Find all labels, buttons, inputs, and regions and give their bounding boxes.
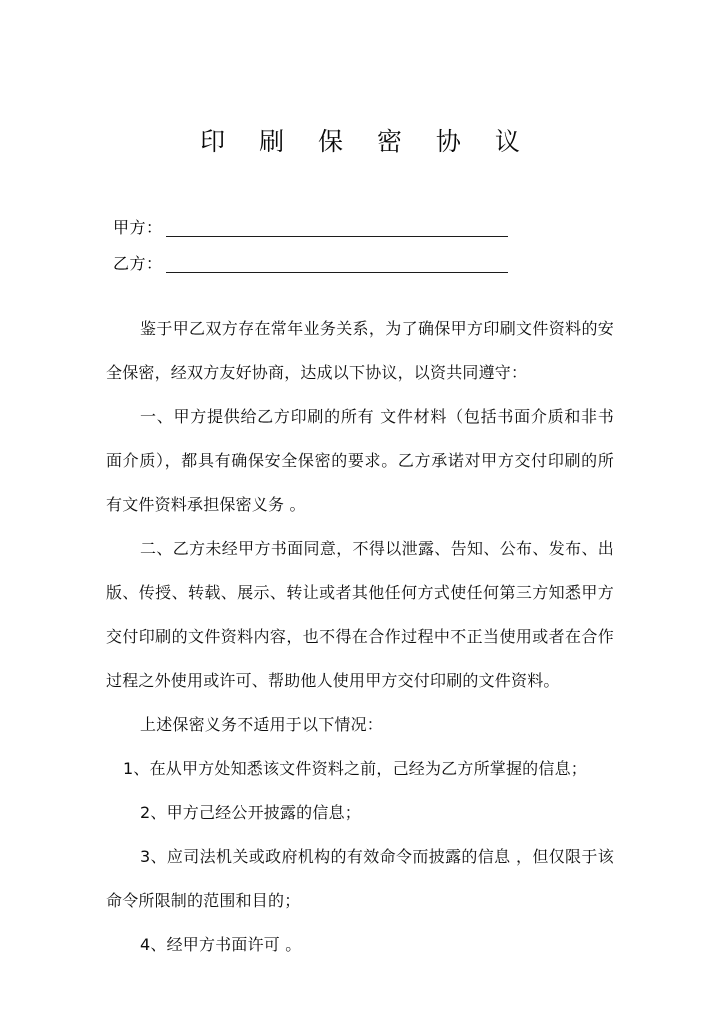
paragraph-exception-1: 1、在从甲方处知悉该文件资料之前，己经为乙方所掌握的信息； <box>123 759 587 778</box>
party-input-jiafang[interactable] <box>166 235 508 237</box>
party-label-yifang: 乙方： <box>113 254 163 273</box>
party-input-yifang[interactable] <box>166 271 508 273</box>
paragraph-exception-2: 2、甲方己经公开披露的信息； <box>140 803 361 822</box>
party-row-yifang <box>113 242 533 278</box>
paragraph-exception-4: 4、经甲方书面许可 。 <box>140 935 302 954</box>
page-title: 印 刷 保 密 协 议 <box>200 127 533 156</box>
party-fields <box>113 206 533 278</box>
paragraph-preamble: 鉴于甲乙双方存在常年业务关系，为了确保甲方印刷文件资料的安全保密，经双方友好协商，达成以下协议，以资共同遵守： <box>106 319 614 382</box>
party-row-jiafang <box>113 206 533 242</box>
paragraph-exceptions-heading: 上述保密义务不适用于以下情况： <box>140 715 384 734</box>
paragraph-exception-3: 3、应司法机关或政府机构的有效命令而披露的信息 ，但仅限于该命令所限制的范围和目的； <box>106 847 614 910</box>
party-label-jiafang: 甲方： <box>113 218 163 237</box>
paragraph-clause-1: 一、甲方提供给乙方印刷的所有 文件材料（包括书面介质和非书面介质），都具有确保安全保密的要求。乙方承诺对甲方交付印刷的所有文件资料承担保密义务 。 <box>106 407 614 514</box>
paragraph-clause-2: 二、乙方未经甲方书面同意，不得以泄露、告知、公布、发布、出版、传授、转载、展示、转让或者其他任何方式使任何第三方知悉甲方交付印刷的文件资料内容，也不得在合作过程中不正当使用或者在合作过程之外使用或许可、帮助他人使用甲方交付印刷的文件资料。 <box>106 539 614 690</box>
document-body <box>106 307 614 967</box>
